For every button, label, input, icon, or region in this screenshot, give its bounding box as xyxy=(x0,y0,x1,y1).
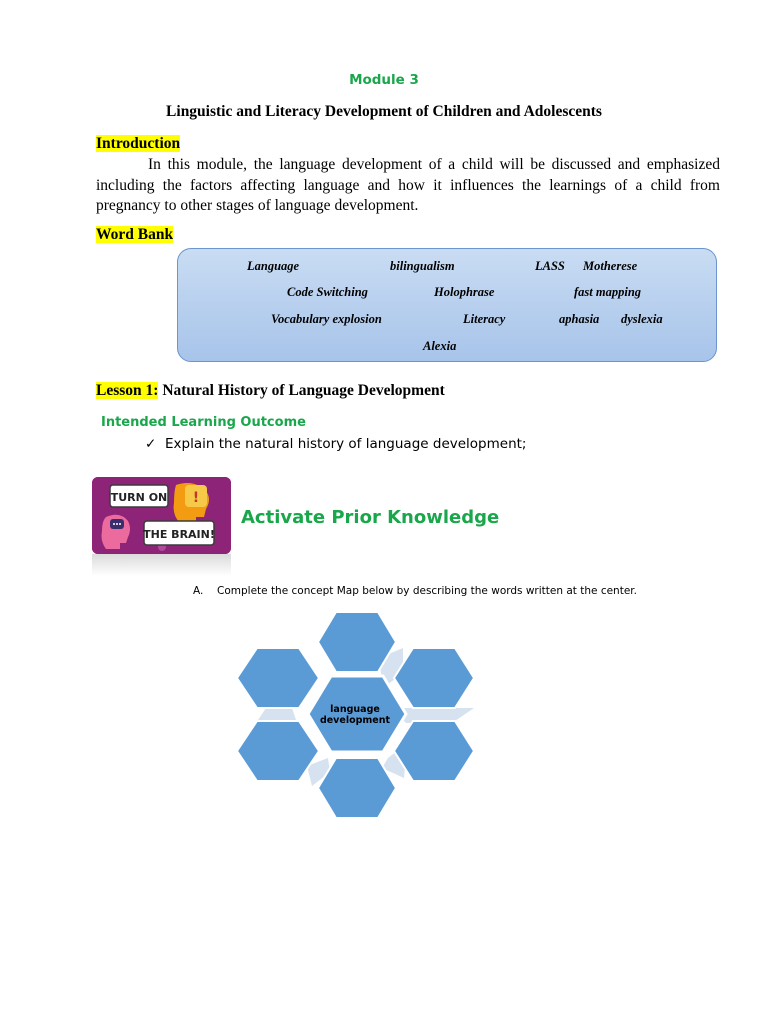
word-bank-term: Alexia xyxy=(423,339,457,353)
checkmark-icon: ✓ xyxy=(145,436,157,452)
connector-shape xyxy=(258,708,296,720)
word-bank-term: Vocabulary explosion xyxy=(271,312,382,326)
lesson-title: Natural History of Language Development xyxy=(162,382,445,399)
word-bank-box xyxy=(177,248,717,362)
instruction xyxy=(193,585,637,597)
introduction-heading: Introduction xyxy=(96,135,181,152)
word-bank-term: fast mapping xyxy=(574,285,642,299)
word-bank-term: bilingualism xyxy=(390,259,455,273)
main-title: Linguistic and Literacy Development of Children and Adolescents xyxy=(166,103,602,120)
hexagon-upper-left xyxy=(237,648,319,708)
image-reflection xyxy=(92,554,231,576)
learning-outcome-item: ✓ Explain the natural history of language development; xyxy=(145,436,527,452)
word-bank-term: Motherese xyxy=(583,259,638,273)
word-bank-term: Code Switching xyxy=(287,285,368,299)
hexagon-top xyxy=(318,612,396,672)
module-title: Module 3 xyxy=(349,72,419,88)
word-bank-term: Literacy xyxy=(463,312,506,326)
word-bank-term: Language xyxy=(247,259,300,273)
concept-map xyxy=(230,608,480,823)
introduction-paragraph: In this module, the language development of a child will be discussed and emphasized including the factors affecting language and how it influences the learnings of a child from pregnancy to other stages of language development. xyxy=(96,156,720,214)
turn-on-text: TURN ON xyxy=(110,491,168,504)
intended-learning-outcome-heading: Intended Learning Outcome xyxy=(101,415,306,430)
instruction-letter: A. xyxy=(193,585,204,597)
center-label-line1: language xyxy=(330,704,380,715)
hexagon-bottom xyxy=(318,758,396,818)
lesson-heading xyxy=(96,382,445,400)
hexagon-lower-right xyxy=(394,721,474,781)
activate-prior-knowledge-heading: Activate Prior Knowledge xyxy=(241,507,500,528)
the-brain-text: THE BRAIN! xyxy=(143,528,215,541)
word-bank-term: dyslexia xyxy=(621,312,663,326)
turn-on-brain-image xyxy=(92,477,231,554)
hexagon-upper-right xyxy=(394,648,474,708)
word-bank-term: Holophrase xyxy=(434,285,495,299)
hexagon-lower-left xyxy=(237,721,319,781)
center-label-line2: development xyxy=(319,715,391,726)
word-bank-term: LASS xyxy=(535,259,565,273)
word-bank-term: aphasia xyxy=(559,312,600,326)
svg-text:!: ! xyxy=(192,490,200,506)
lesson-label: Lesson 1: xyxy=(96,382,159,399)
word-bank-heading: Word Bank xyxy=(96,226,174,243)
instruction-text: Complete the concept Map below by describing the words written at the center. xyxy=(217,585,637,597)
